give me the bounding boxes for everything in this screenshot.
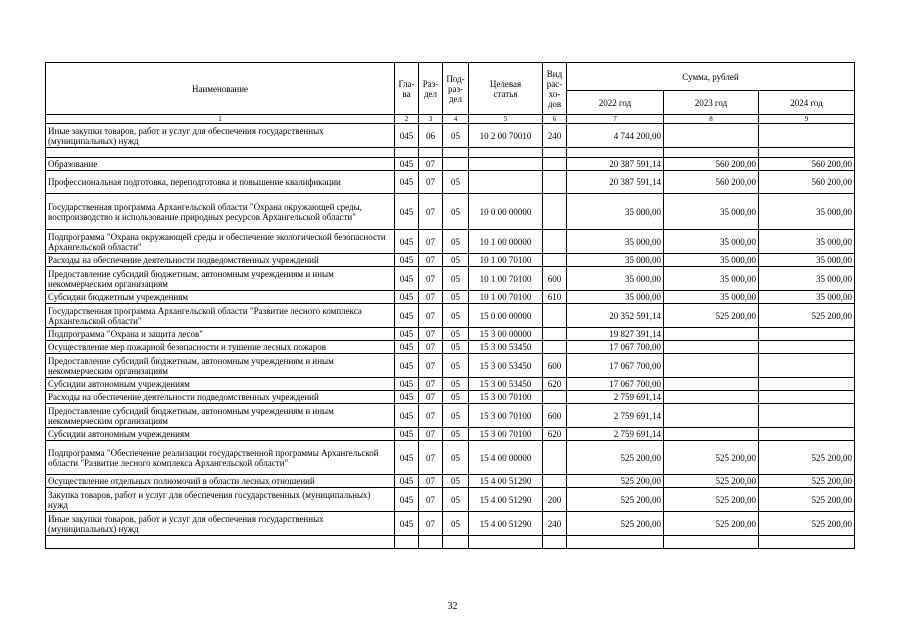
row-subsection: 05 — [443, 441, 469, 475]
header-year-2022: 2022 год — [567, 91, 664, 115]
row-subsection: 05 — [443, 512, 469, 536]
row-sum-2023 — [664, 536, 759, 549]
row-chapter — [395, 536, 419, 549]
row-section: 07 — [419, 404, 443, 428]
row-expense-type: 240 — [543, 124, 567, 148]
row-subsection: 05 — [443, 378, 469, 391]
table-row — [46, 267, 855, 291]
row-sum-2022: 35 000,00 — [567, 291, 664, 304]
row-expense-type — [543, 536, 567, 549]
row-sum-2022: 525 200,00 — [567, 441, 664, 475]
row-sum-2024 — [759, 404, 855, 428]
row-target-article: 15 4 00 51290 — [469, 488, 543, 512]
table-row — [46, 194, 855, 230]
row-subsection — [443, 536, 469, 549]
row-chapter: 045 — [395, 512, 419, 536]
column-number: 9 — [759, 115, 855, 124]
table-row — [46, 441, 855, 475]
row-name: Государственная программа Архангельской области "Охрана окружающей среды, воспроизводство и использование природных ресурсов Архангельской области" — [46, 194, 395, 230]
table-row — [46, 328, 855, 341]
row-expense-type: 200 — [543, 488, 567, 512]
row-sum-2022: 35 000,00 — [567, 254, 664, 267]
row-target-article: 15 4 00 51290 — [469, 512, 543, 536]
row-expense-type — [543, 341, 567, 354]
table-row — [46, 304, 855, 328]
row-target-article: 15 3 00 53450 — [469, 378, 543, 391]
header-expense-type: Вид рас- хо- дов — [543, 63, 567, 115]
row-expense-type: 610 — [543, 291, 567, 304]
row-target-article: 15 3 00 00000 — [469, 328, 543, 341]
row-sum-2023: 35 000,00 — [664, 267, 759, 291]
column-number: 8 — [664, 115, 759, 124]
row-sum-2024: 525 200,00 — [759, 441, 855, 475]
table-body — [46, 124, 855, 549]
row-name — [46, 148, 395, 158]
row-section: 07 — [419, 341, 443, 354]
row-name: Предоставление субсидий бюджетным, автономным учреждениям и иным некоммерческим организациям — [46, 404, 395, 428]
row-name: Субсидии автономным учреждениям — [46, 428, 395, 441]
row-sum-2024 — [759, 148, 855, 158]
row-expense-type — [543, 475, 567, 488]
header-year-2023: 2023 год — [664, 91, 759, 115]
row-sum-2022: 17 067 700,00 — [567, 341, 664, 354]
row-sum-2023 — [664, 341, 759, 354]
row-sum-2023 — [664, 404, 759, 428]
row-sum-2022 — [567, 148, 664, 158]
row-sum-2024 — [759, 124, 855, 148]
row-sum-2022: 525 200,00 — [567, 475, 664, 488]
row-target-article — [469, 171, 543, 194]
table-row — [46, 536, 855, 549]
row-expense-type — [543, 441, 567, 475]
row-section: 07 — [419, 230, 443, 254]
table-row — [46, 254, 855, 267]
column-number: 5 — [469, 115, 543, 124]
row-sum-2024: 525 200,00 — [759, 475, 855, 488]
row-chapter: 045 — [395, 194, 419, 230]
row-sum-2022: 2 759 691,14 — [567, 428, 664, 441]
row-section — [419, 148, 443, 158]
row-section: 07 — [419, 328, 443, 341]
row-subsection: 05 — [443, 488, 469, 512]
row-subsection: 05 — [443, 341, 469, 354]
table-row — [46, 171, 855, 194]
table-row — [46, 391, 855, 404]
row-section: 07 — [419, 475, 443, 488]
row-section: 07 — [419, 512, 443, 536]
column-number: 7 — [567, 115, 664, 124]
row-expense-type — [543, 148, 567, 158]
row-target-article: 10 1 00 70100 — [469, 267, 543, 291]
row-subsection: 05 — [443, 291, 469, 304]
row-sum-2023 — [664, 328, 759, 341]
row-subsection — [443, 148, 469, 158]
row-subsection: 05 — [443, 267, 469, 291]
row-chapter: 045 — [395, 304, 419, 328]
header-name: Наименование — [46, 63, 395, 115]
row-sum-2024 — [759, 378, 855, 391]
table-row — [46, 488, 855, 512]
row-sum-2022: 525 200,00 — [567, 488, 664, 512]
row-target-article: 15 3 00 70100 — [469, 428, 543, 441]
row-sum-2023: 560 200,00 — [664, 171, 759, 194]
row-name: Государственная программа Архангельской области "Развитие лесного комплекса Архангельской области" — [46, 304, 395, 328]
row-chapter: 045 — [395, 488, 419, 512]
row-chapter: 045 — [395, 475, 419, 488]
column-number: 4 — [443, 115, 469, 124]
row-target-article: 10 1 00 70100 — [469, 291, 543, 304]
row-sum-2024 — [759, 391, 855, 404]
row-sum-2023 — [664, 354, 759, 378]
row-target-article: 15 3 00 70100 — [469, 391, 543, 404]
row-expense-type: 240 — [543, 512, 567, 536]
row-sum-2022 — [567, 536, 664, 549]
row-chapter: 045 — [395, 441, 419, 475]
row-sum-2023: 525 200,00 — [664, 512, 759, 536]
row-sum-2024 — [759, 341, 855, 354]
row-sum-2023: 35 000,00 — [664, 194, 759, 230]
row-subsection: 05 — [443, 328, 469, 341]
row-name — [46, 536, 395, 549]
row-expense-type: 600 — [543, 267, 567, 291]
row-section: 07 — [419, 171, 443, 194]
row-expense-type: 620 — [543, 378, 567, 391]
row-sum-2024: 35 000,00 — [759, 291, 855, 304]
row-name: Расходы на обеспечение деятельности подведомственных учреждений — [46, 391, 395, 404]
table-row — [46, 341, 855, 354]
row-chapter: 045 — [395, 378, 419, 391]
row-chapter: 045 — [395, 391, 419, 404]
row-sum-2023: 35 000,00 — [664, 230, 759, 254]
row-sum-2023: 525 200,00 — [664, 304, 759, 328]
row-sum-2023 — [664, 391, 759, 404]
row-section: 07 — [419, 391, 443, 404]
row-sum-2023: 35 000,00 — [664, 254, 759, 267]
row-section: 07 — [419, 304, 443, 328]
table-row — [46, 378, 855, 391]
row-sum-2022: 35 000,00 — [567, 194, 664, 230]
row-sum-2022: 35 000,00 — [567, 230, 664, 254]
row-section: 06 — [419, 124, 443, 148]
row-sum-2024 — [759, 328, 855, 341]
row-sum-2024: 560 200,00 — [759, 158, 855, 171]
row-section: 07 — [419, 158, 443, 171]
row-sum-2022: 2 759 691,14 — [567, 391, 664, 404]
row-sum-2022: 525 200,00 — [567, 512, 664, 536]
row-subsection: 05 — [443, 171, 469, 194]
row-subsection: 05 — [443, 391, 469, 404]
column-number: 6 — [543, 115, 567, 124]
row-name: Подпрограмма "Обеспечение реализации государственной программы Архангельской области "Развитие лесного комплекса Архангельской области" — [46, 441, 395, 475]
row-chapter: 045 — [395, 158, 419, 171]
row-target-article: 10 1 00 00000 — [469, 230, 543, 254]
row-expense-type — [543, 194, 567, 230]
row-name: Иные закупки товаров, работ и услуг для обеспечения государственных (муниципальных) нужд — [46, 512, 395, 536]
row-subsection: 05 — [443, 354, 469, 378]
row-target-article — [469, 148, 543, 158]
row-subsection: 05 — [443, 404, 469, 428]
row-name: Субсидии автономным учреждениям — [46, 378, 395, 391]
header-year-2024: 2024 год — [759, 91, 855, 115]
row-target-article: 10 1 00 70100 — [469, 254, 543, 267]
row-sum-2022: 4 744 200,00 — [567, 124, 664, 148]
row-chapter: 045 — [395, 291, 419, 304]
row-sum-2022: 17 067 700,00 — [567, 378, 664, 391]
table-row — [46, 354, 855, 378]
table-row — [46, 291, 855, 304]
row-expense-type — [543, 158, 567, 171]
table-row — [46, 230, 855, 254]
row-target-article: 15 3 00 70100 — [469, 404, 543, 428]
row-subsection: 05 — [443, 124, 469, 148]
row-sum-2023: 525 200,00 — [664, 475, 759, 488]
row-section: 07 — [419, 488, 443, 512]
row-sum-2024: 525 200,00 — [759, 512, 855, 536]
row-name: Подпрограмма "Охрана и защита лесов" — [46, 328, 395, 341]
row-sum-2024 — [759, 428, 855, 441]
row-chapter: 045 — [395, 354, 419, 378]
row-section: 07 — [419, 254, 443, 267]
header-chapter: Гла- ва — [395, 63, 419, 115]
row-chapter: 045 — [395, 428, 419, 441]
row-name: Расходы на обеспечение деятельности подведомственных учреждений — [46, 254, 395, 267]
row-expense-type: 600 — [543, 404, 567, 428]
header-target-article: Целевая статья — [469, 63, 543, 115]
row-section: 07 — [419, 194, 443, 230]
row-name: Осуществление отдельных полномочий в области лесных отношений — [46, 475, 395, 488]
row-chapter: 045 — [395, 328, 419, 341]
row-target-article: 10 2 00 70010 — [469, 124, 543, 148]
row-section: 07 — [419, 291, 443, 304]
row-sum-2023 — [664, 378, 759, 391]
row-subsection: 05 — [443, 475, 469, 488]
row-section — [419, 536, 443, 549]
row-sum-2022: 35 000,00 — [567, 267, 664, 291]
row-expense-type — [543, 391, 567, 404]
row-target-article: 15 3 00 53450 — [469, 354, 543, 378]
column-number: 1 — [46, 115, 395, 124]
header-sum: Сумма, рублей — [567, 63, 855, 91]
row-target-article: 15 4 00 00000 — [469, 441, 543, 475]
row-sum-2024: 525 200,00 — [759, 488, 855, 512]
row-sum-2022: 17 067 700,00 — [567, 354, 664, 378]
row-chapter: 045 — [395, 341, 419, 354]
row-chapter: 045 — [395, 404, 419, 428]
row-sum-2022: 20 387 591,14 — [567, 171, 664, 194]
row-sum-2023 — [664, 148, 759, 158]
table-row — [46, 124, 855, 148]
row-name: Предоставление субсидий бюджетным, автономным учреждениям и иным некоммерческим организациям — [46, 354, 395, 378]
row-target-article: 15 0 00 00000 — [469, 304, 543, 328]
row-sum-2022: 20 352 591,14 — [567, 304, 664, 328]
row-name: Образование — [46, 158, 395, 171]
row-subsection: 05 — [443, 230, 469, 254]
row-subsection: 05 — [443, 194, 469, 230]
row-section: 07 — [419, 267, 443, 291]
column-number: 3 — [419, 115, 443, 124]
header-section: Раз- дел — [419, 63, 443, 115]
row-target-article: 15 3 00 53450 — [469, 341, 543, 354]
table-row — [46, 475, 855, 488]
table-row — [46, 148, 855, 158]
row-chapter — [395, 148, 419, 158]
row-sum-2024: 525 200,00 — [759, 304, 855, 328]
row-name: Иные закупки товаров, работ и услуг для обеспечения государственных (муниципальных) нужд — [46, 124, 395, 148]
row-target-article: 15 4 00 51290 — [469, 475, 543, 488]
row-chapter: 045 — [395, 267, 419, 291]
row-chapter: 045 — [395, 124, 419, 148]
row-subsection: 05 — [443, 254, 469, 267]
row-expense-type — [543, 254, 567, 267]
row-target-article — [469, 536, 543, 549]
row-subsection: 05 — [443, 304, 469, 328]
page-number: 32 — [447, 601, 458, 612]
row-sum-2024: 35 000,00 — [759, 254, 855, 267]
row-expense-type — [543, 230, 567, 254]
column-number: 2 — [395, 115, 419, 124]
row-sum-2024: 35 000,00 — [759, 194, 855, 230]
row-sum-2023: 525 200,00 — [664, 441, 759, 475]
row-expense-type — [543, 328, 567, 341]
row-sum-2023 — [664, 124, 759, 148]
row-sum-2022: 20 387 591,14 — [567, 158, 664, 171]
row-sum-2024: 35 000,00 — [759, 230, 855, 254]
row-expense-type: 600 — [543, 354, 567, 378]
row-section: 07 — [419, 354, 443, 378]
row-section: 07 — [419, 441, 443, 475]
table-row — [46, 404, 855, 428]
row-subsection — [443, 158, 469, 171]
row-name: Профессиональная подготовка, переподготовка и повышение квалификации — [46, 171, 395, 194]
row-name: Субсидии бюджетным учреждениям — [46, 291, 395, 304]
row-sum-2023 — [664, 428, 759, 441]
row-target-article — [469, 158, 543, 171]
row-sum-2024 — [759, 536, 855, 549]
budget-table — [45, 62, 855, 549]
table-row — [46, 158, 855, 171]
row-sum-2023: 35 000,00 — [664, 291, 759, 304]
row-sum-2022: 19 827 391,14 — [567, 328, 664, 341]
row-name: Закупка товаров, работ и услуг для обеспечения государственных (муниципальных) нужд — [46, 488, 395, 512]
row-sum-2023: 525 200,00 — [664, 488, 759, 512]
row-sum-2024: 560 200,00 — [759, 171, 855, 194]
row-section: 07 — [419, 428, 443, 441]
row-expense-type — [543, 171, 567, 194]
row-subsection: 05 — [443, 428, 469, 441]
row-name: Предоставление субсидий бюджетным, автономным учреждениям и иным некоммерческим организациям — [46, 267, 395, 291]
row-sum-2022: 2 759 691,14 — [567, 404, 664, 428]
row-sum-2023: 560 200,00 — [664, 158, 759, 171]
row-chapter: 045 — [395, 254, 419, 267]
row-name: Подпрограмма "Охрана окружающей среды и обеспечение экологической безопасности Архангельской области" — [46, 230, 395, 254]
table-row — [46, 428, 855, 441]
row-name: Осуществление мер пожарной безопасности и тушение лесных пожаров — [46, 341, 395, 354]
row-expense-type — [543, 304, 567, 328]
row-chapter: 045 — [395, 230, 419, 254]
row-target-article: 10 0 00 00000 — [469, 194, 543, 230]
row-section: 07 — [419, 378, 443, 391]
row-expense-type: 620 — [543, 428, 567, 441]
row-chapter: 045 — [395, 171, 419, 194]
row-sum-2024: 35 000,00 — [759, 267, 855, 291]
table-row — [46, 512, 855, 536]
header-subsection: Под- раз- дел — [443, 63, 469, 115]
row-sum-2024 — [759, 354, 855, 378]
